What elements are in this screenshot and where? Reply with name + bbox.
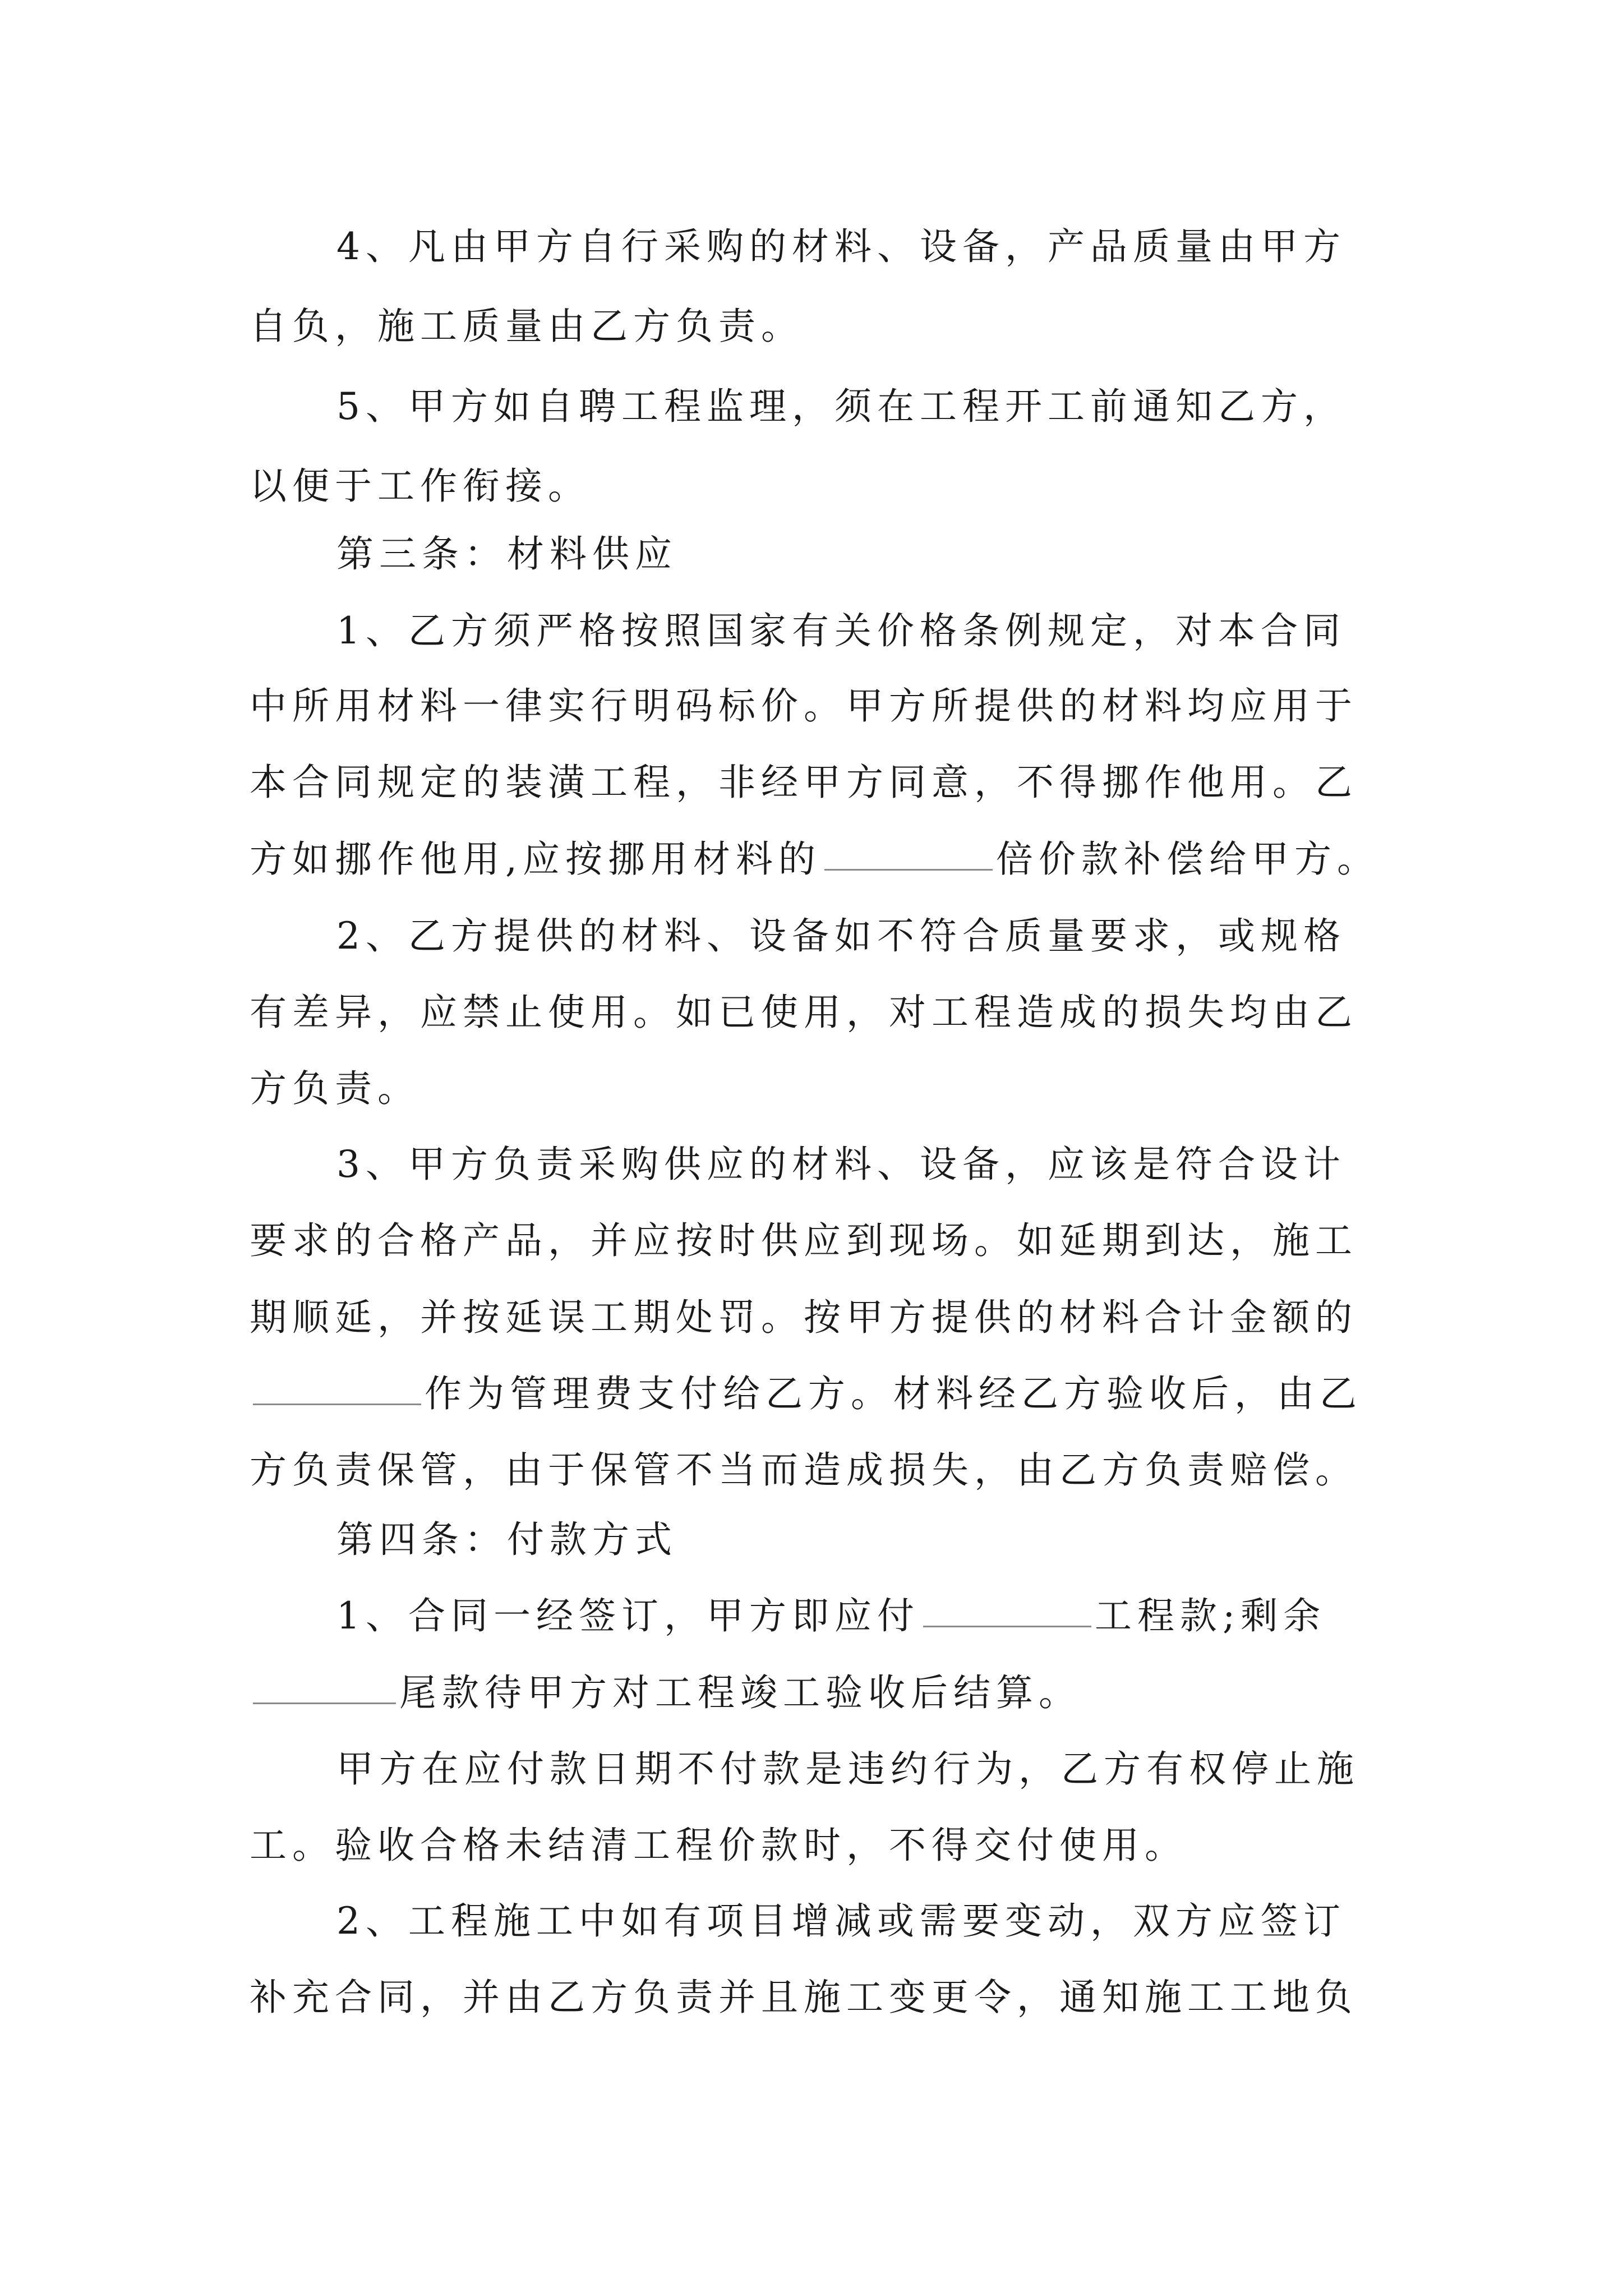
- text-line-20: [250, 1651, 1382, 1735]
- text-line-23: 2、工程施工中如有项目增减或需要变动，双方应签订: [336, 1899, 1346, 1943]
- text-line-8: 本合同规定的装潢工程，非经甲方同意，不得挪作他用。乙: [250, 761, 1358, 804]
- text-line-12: 方负责。: [250, 1067, 420, 1110]
- text-line-3: 5、甲方如自聘工程监理，须在工程开工前通知乙方，: [336, 385, 1346, 428]
- text-line-15: 期顺延，并按延误工期处罚。按甲方提供的材料合计金额的: [250, 1296, 1358, 1339]
- text-after-blank: 作为管理费支付给乙方。材料经乙方验收后，由乙: [425, 1372, 1362, 1415]
- text-line-10: 2、乙方提供的材料、设备如不符合质量要求，或规格: [336, 914, 1346, 958]
- text-after-blank: 尾款待甲方对工程竣工验收后结算。: [399, 1671, 1081, 1714]
- text-line-7: 中所用材料一律实行明码标价。甲方所提供的材料均应用于: [250, 684, 1358, 728]
- text-line-14: 要求的合格产品，并应按时供应到现场。如延期到达，施工: [250, 1219, 1358, 1262]
- section-heading-3: 第三条：材料供应: [336, 532, 677, 576]
- text-before-blank: 方如挪作他用,应按挪用材料的: [250, 838, 821, 881]
- text-line-21: 甲方在应付款日期不付款是违约行为，乙方有权停止施: [336, 1747, 1359, 1791]
- text-line-9: [250, 817, 1382, 901]
- fill-in-blank: [253, 1366, 421, 1405]
- text-line-19: [336, 1574, 1469, 1658]
- text-line-17: 方负责保管，由于保管不当而造成损失，由乙方负责赔偿。: [250, 1448, 1358, 1492]
- text-before-blank: 1、合同一经签订，甲方即应付: [336, 1594, 920, 1637]
- fill-in-blank: [824, 832, 993, 871]
- text-line-22: 工。验收合格未结清工程价款时，不得交付使用。: [250, 1824, 1187, 1867]
- text-line-1: 4、凡由甲方自行采购的材料、设备，产品质量由甲方: [336, 225, 1346, 268]
- text-line-2: 自负，施工质量由乙方负责。: [250, 305, 804, 348]
- text-line-24: 补充合同，并由乙方负责并且施工变更令，通知施工工地负: [250, 1976, 1358, 2019]
- text-line-11: 有差异，应禁止使用。如已使用，对工程造成的损失均由乙: [250, 991, 1358, 1034]
- text-line-16: [250, 1352, 1382, 1436]
- text-line-13: 3、甲方负责采购供应的材料、设备，应该是符合设计: [336, 1143, 1346, 1186]
- text-line-6: 1、乙方须严格按照国家有关价格条例规定，对本合同: [336, 609, 1346, 652]
- text-after-blank: 倍价款补偿给甲方。: [995, 838, 1380, 881]
- text-after-blank: 工程款;剩余: [1095, 1594, 1326, 1637]
- fill-in-blank: [253, 1665, 396, 1704]
- fill-in-blank: [923, 1589, 1091, 1627]
- text-line-4: 以便于工作衔接。: [250, 464, 591, 508]
- section-heading-4: 第四条：付款方式: [336, 1518, 677, 1561]
